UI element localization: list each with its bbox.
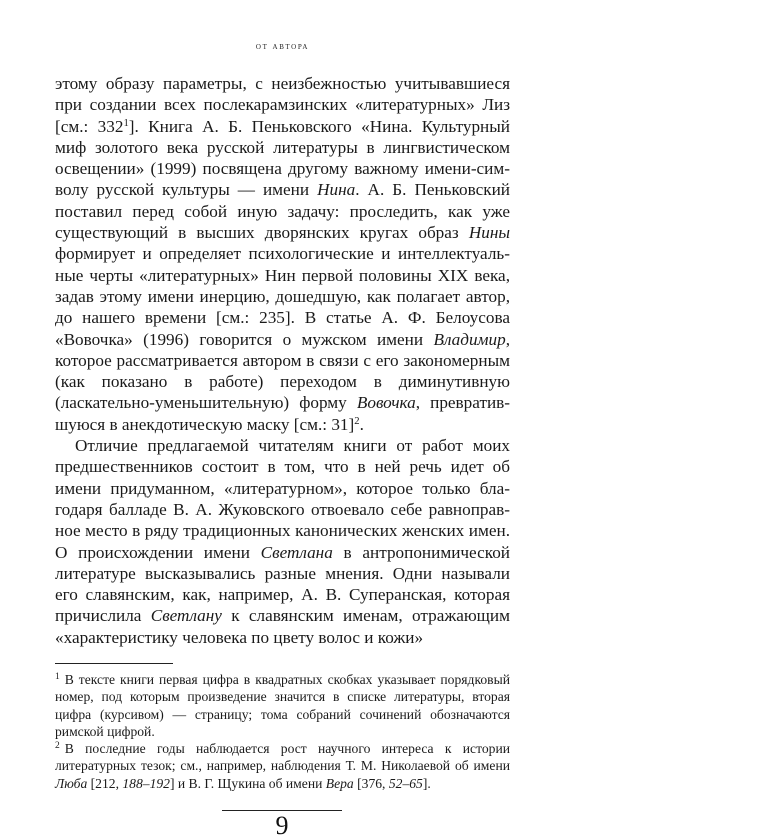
text-run: формирует и определяет психологические и интеллектуальные черты «литературных» Нин первой половины XIX века, задав этому имени инерцию, дошедшую, как полагает автор, до нашего времени [см.: 235]. В статье А. Ф. Белоусова «Вовочка» (1996) говорится о мужском имени <box>55 244 510 349</box>
footnote-text: В последние годы наблюдается рост научного интереса к истории литературных тезок; см., например, наблюдения Т. М. Николаевой об имени <box>55 741 510 774</box>
page-number: 9 <box>275 811 289 840</box>
footnote-text: [212, <box>87 775 123 791</box>
italic-name: Нины <box>468 223 510 243</box>
footnote-divider <box>55 663 173 664</box>
italic-name: Люба <box>55 775 88 791</box>
italic-page-range: 188–192 <box>122 775 170 791</box>
footnote-ref-1[interactable]: 1 <box>123 117 129 129</box>
text-run: . <box>359 414 364 434</box>
footnote-text: ] и В. Г. Щукина об имени <box>169 775 326 791</box>
footnotes <box>55 671 510 792</box>
footnote-number: 1 <box>55 672 60 683</box>
text-run: . А. Б. Пеньковский поставил перед собой иную задачу: проследить, как уже существующий в высших дворянских кругах образ <box>55 180 510 243</box>
text-run: , превратившуюся в анекдотическую маску [см.: 31] <box>55 393 510 434</box>
text-run: , которое рассматривается автором в связи с его закономерным (как показано в работе) переходом в диминутивную (ласкательно-уменьшительную) форму <box>55 329 510 413</box>
italic-name: Вера <box>325 775 354 791</box>
italic-name: Светлану <box>150 606 222 626</box>
body-paragraph-1 <box>55 73 510 435</box>
main-text <box>55 73 510 648</box>
text-run: этому образу параметры, с неизбежностью учитывавшиеся при создании всех послекарамзинских «литературных» Лиз [см.: 332 <box>55 74 510 136</box>
italic-name: Светлана <box>260 542 333 562</box>
footnote-text: [376, <box>353 775 389 791</box>
text-run: в антропонимической литературе высказывались разные мнения. Одни называли его славянским, как, например, А. В. Суперанская, которая причислила <box>55 542 510 626</box>
text-run: Отличие предлагаемой читателям книги от работ моих предшественников состоит в том, что в ней речь идет об имени придуманном, «литературном», которое только благодаря балладе В. А. Жуковского отвоевало себе равноправное место в ряду традиционных канонических женских имен. О происхождении имени <box>55 436 510 562</box>
running-head: от автора <box>255 41 310 52</box>
footnote-1 <box>55 671 510 740</box>
footnote-2 <box>55 740 510 792</box>
footnote-ref-2[interactable]: 2 <box>354 415 360 427</box>
italic-page-range: 52–65 <box>388 775 423 791</box>
footnote-number: 2 <box>55 741 60 752</box>
italic-name: Вовочка <box>356 393 416 413</box>
text-run: ]. Книга А. Б. Пеньковского «Нина. Культурный миф золотого века русской литературы в лингвистическом освещении» (1999) посвящена другому важному имени-символу русской культуры — имени <box>55 116 510 200</box>
italic-name: Нина <box>317 180 356 200</box>
footnote-text: В тексте книги первая цифра в квадратных скобках указывает порядковый номер, под которым произведение значится в списке литературы, вторая цифра (курсивом) — страницу; тома собраний сочинений обозначаются римской цифрой. <box>55 672 510 739</box>
footnote-text: ]. <box>422 775 431 791</box>
italic-name: Владимир <box>433 329 506 349</box>
text-run: к славянским именам, отражающим «характеристику человека по цвету волос и кожи» <box>55 606 510 647</box>
body-paragraph-2 <box>55 435 510 648</box>
